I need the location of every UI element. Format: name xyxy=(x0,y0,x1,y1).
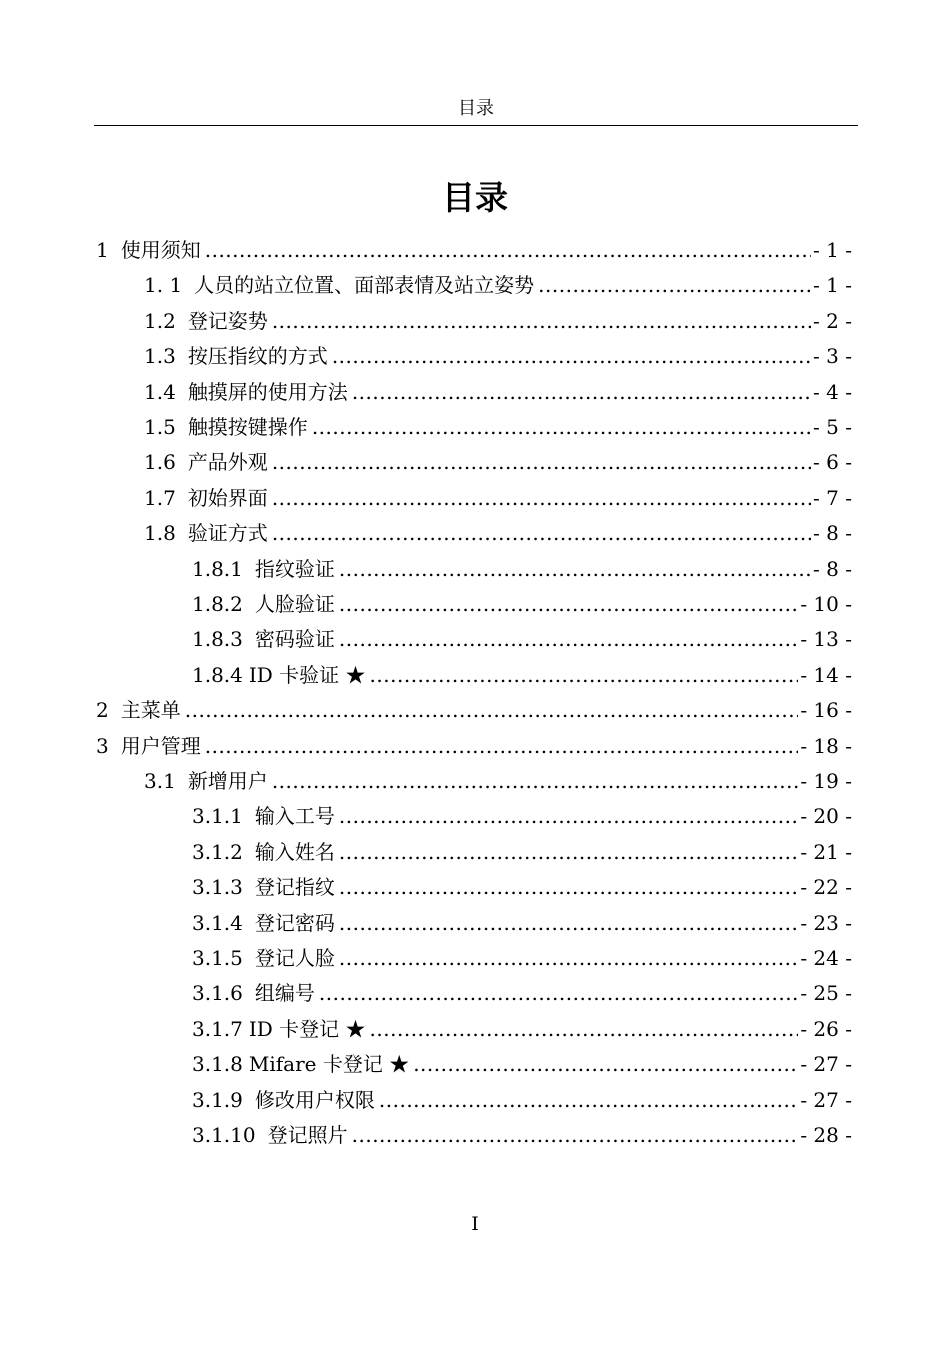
toc-entry-title: 登记密码 xyxy=(254,910,335,935)
toc-dot-leader xyxy=(352,375,811,410)
toc-dot-leader xyxy=(339,622,798,657)
toc-dot-leader xyxy=(352,1118,799,1153)
toc-entry-page: - 19 - xyxy=(800,769,852,793)
toc-dot-leader xyxy=(538,268,811,303)
toc-entry[interactable] xyxy=(192,1047,852,1082)
toc-entry-page: - 27 - xyxy=(800,1087,852,1112)
toc-entry-page: - 6 - xyxy=(813,450,852,475)
toc-entry-title: 新增用户 xyxy=(187,769,268,793)
toc-entry-title: 触摸按键操作 xyxy=(187,415,308,439)
toc-dot-leader xyxy=(339,799,798,834)
toc-entry-number: 3.1.5 xyxy=(192,946,243,970)
toc-entry[interactable] xyxy=(192,1012,852,1047)
toc-entry-title: 输入姓名 xyxy=(254,839,335,864)
toc-entry[interactable] xyxy=(144,375,852,410)
toc-entry-page: - 1 - xyxy=(813,238,852,262)
toc-entry-number: 1.6 xyxy=(144,450,176,475)
toc-entry-page: - 23 - xyxy=(800,910,852,935)
toc-dot-leader xyxy=(370,658,799,693)
toc-entry-title: 验证方式 xyxy=(187,521,268,546)
toc-dot-leader xyxy=(379,1083,798,1118)
running-header: 目录 xyxy=(94,96,858,126)
toc-entry-title: 登记人脸 xyxy=(254,946,335,970)
toc-entry-page: - 5 - xyxy=(813,415,852,439)
toc-entry-number: 1.7 xyxy=(144,485,176,510)
toc-entry[interactable] xyxy=(192,799,852,834)
toc-entry-number: 1.4 xyxy=(144,379,176,404)
toc-entry-title: 用户管理 xyxy=(120,733,201,758)
page-number: I xyxy=(471,1213,479,1235)
toc-entry-page: - 14 - xyxy=(800,662,852,687)
toc-dot-leader xyxy=(339,906,798,941)
toc-entry-number: 3.1.10 xyxy=(192,1123,256,1147)
toc-entry-page: - 21 - xyxy=(800,839,852,864)
toc-entry[interactable] xyxy=(192,976,852,1011)
toc-entry-page: - 16 - xyxy=(800,698,852,723)
toc-entry-page: - 22 - xyxy=(800,875,852,900)
toc-entry-number: 3 xyxy=(96,733,109,758)
toc-entry[interactable] xyxy=(144,304,852,339)
toc-entry-title: 输入工号 xyxy=(254,804,335,829)
toc-dot-leader xyxy=(332,339,811,374)
toc-dot-leader xyxy=(413,1047,798,1082)
toc-entry-title: ID 卡登记 ★ xyxy=(248,1016,366,1041)
toc-entry-number: 1 xyxy=(96,238,109,262)
toc-entry-page: - 13 - xyxy=(800,627,852,652)
toc-entry[interactable] xyxy=(192,941,852,976)
toc-entry-page: - 2 - xyxy=(813,308,852,333)
toc-entry-title: 登记指纹 xyxy=(254,875,335,900)
toc-entry[interactable] xyxy=(144,445,852,480)
toc-dot-leader xyxy=(272,764,799,799)
toc-entry-number: 3.1.3 xyxy=(192,875,243,900)
toc-entry-number: 3.1.4 xyxy=(192,910,243,935)
toc-dot-leader xyxy=(339,835,798,870)
toc-entry-title: 人脸验证 xyxy=(254,592,335,616)
toc-entry-number: 1.8.2 xyxy=(192,592,243,616)
toc-entry[interactable] xyxy=(144,410,852,445)
toc-dot-leader xyxy=(205,233,811,268)
toc-entry-number: 3.1.6 xyxy=(192,981,243,1006)
toc-entry-number: 3.1.7 xyxy=(192,1016,243,1041)
toc-entry-title: 组编号 xyxy=(254,981,315,1006)
toc-entry-number: 3.1.8 xyxy=(192,1052,243,1077)
toc-entry-title: 按压指纹的方式 xyxy=(187,344,328,369)
toc-entry-page: - 20 - xyxy=(800,804,852,829)
toc-entry-title: 触摸屏的使用方法 xyxy=(187,379,348,404)
toc-entry-title: Mifare 卡登记 ★ xyxy=(248,1052,410,1077)
toc-dot-leader xyxy=(339,941,798,976)
toc-entry-title: 登记姿势 xyxy=(187,308,268,333)
toc-entry[interactable] xyxy=(144,268,852,303)
toc-entry-page: - 18 - xyxy=(800,733,852,758)
toc-entry-number: 1.8.3 xyxy=(192,627,243,652)
toc-entry-page: - 1 - xyxy=(813,273,852,298)
toc-entry-number: 2 xyxy=(96,698,109,723)
toc-entry[interactable] xyxy=(144,764,852,799)
toc-entry-title: 主菜单 xyxy=(120,698,181,723)
toc-dot-leader xyxy=(272,516,811,551)
toc-entry-number: 3.1.2 xyxy=(192,839,243,864)
toc-entry-title: 登记照片 xyxy=(267,1123,348,1147)
toc-entry-page: - 3 - xyxy=(813,344,852,369)
toc-entry-page: - 10 - xyxy=(800,592,852,616)
toc-entry[interactable] xyxy=(192,622,852,657)
toc-entry[interactable] xyxy=(192,906,852,941)
toc-entry-number: 1. 1 xyxy=(144,273,183,298)
toc-entry-page: - 7 - xyxy=(813,485,852,510)
toc-dot-leader xyxy=(339,552,811,587)
toc-entry-title: 修改用户权限 xyxy=(254,1087,375,1112)
toc-entry[interactable] xyxy=(192,552,852,587)
toc-entry-page: - 26 - xyxy=(800,1016,852,1041)
toc-dot-leader xyxy=(272,445,811,480)
toc-entry-number: 1.3 xyxy=(144,344,176,369)
toc-entry[interactable] xyxy=(192,658,852,693)
toc-entry-number: 1.8 xyxy=(144,521,176,546)
toc-entry-number: 1.5 xyxy=(144,415,176,439)
toc-entry[interactable] xyxy=(192,587,852,622)
toc-entry[interactable] xyxy=(96,693,852,728)
toc-dot-leader xyxy=(272,304,811,339)
toc-dot-leader xyxy=(185,693,799,728)
toc-entry-page: - 27 - xyxy=(800,1052,852,1077)
toc-entry-title: ID 卡验证 ★ xyxy=(248,662,366,687)
toc-entry-number: 1.8.4 xyxy=(192,662,243,687)
toc-entry-title: 产品外观 xyxy=(187,450,268,475)
toc-entry-page: - 4 - xyxy=(813,379,852,404)
toc-entry[interactable] xyxy=(144,516,852,551)
toc-dot-leader xyxy=(339,870,798,905)
toc-entry[interactable] xyxy=(144,481,852,516)
toc-entry-title: 密码验证 xyxy=(254,627,335,652)
toc-dot-leader xyxy=(272,481,811,516)
toc-entry-page: - 8 - xyxy=(813,521,852,546)
toc-entry-title: 人员的站立位置、面部表情及站立姿势 xyxy=(194,273,535,298)
toc-entry-title: 初始界面 xyxy=(187,485,268,510)
toc-entry-title: 指纹验证 xyxy=(254,556,335,581)
toc-entry[interactable] xyxy=(96,729,852,764)
toc-entry[interactable] xyxy=(192,870,852,905)
toc-entry-number: 1.8.1 xyxy=(192,556,243,581)
toc-dot-leader xyxy=(312,410,811,445)
toc-dot-leader xyxy=(339,587,798,622)
toc-entry-title: 使用须知 xyxy=(120,238,201,262)
toc-dot-leader xyxy=(370,1012,799,1047)
toc-entry[interactable] xyxy=(192,835,852,870)
toc-entry-number: 3.1 xyxy=(144,769,176,793)
toc-entry-number: 1.2 xyxy=(144,308,176,333)
toc-entry-number: 3.1.1 xyxy=(192,804,243,829)
toc-entry-number: 3.1.9 xyxy=(192,1087,243,1112)
toc-entry-page: - 24 - xyxy=(800,946,852,970)
toc-entry[interactable] xyxy=(144,339,852,374)
toc-entry[interactable] xyxy=(192,1083,852,1118)
toc-entry-page: - 25 - xyxy=(800,981,852,1006)
page-title: 目录 xyxy=(442,178,508,217)
toc-entry[interactable] xyxy=(96,233,852,268)
toc-entry[interactable] xyxy=(192,1118,852,1153)
toc-entry-page: - 28 - xyxy=(800,1123,852,1147)
toc-entry-page: - 8 - xyxy=(813,556,852,581)
toc-dot-leader xyxy=(319,976,798,1011)
toc-dot-leader xyxy=(205,729,799,764)
